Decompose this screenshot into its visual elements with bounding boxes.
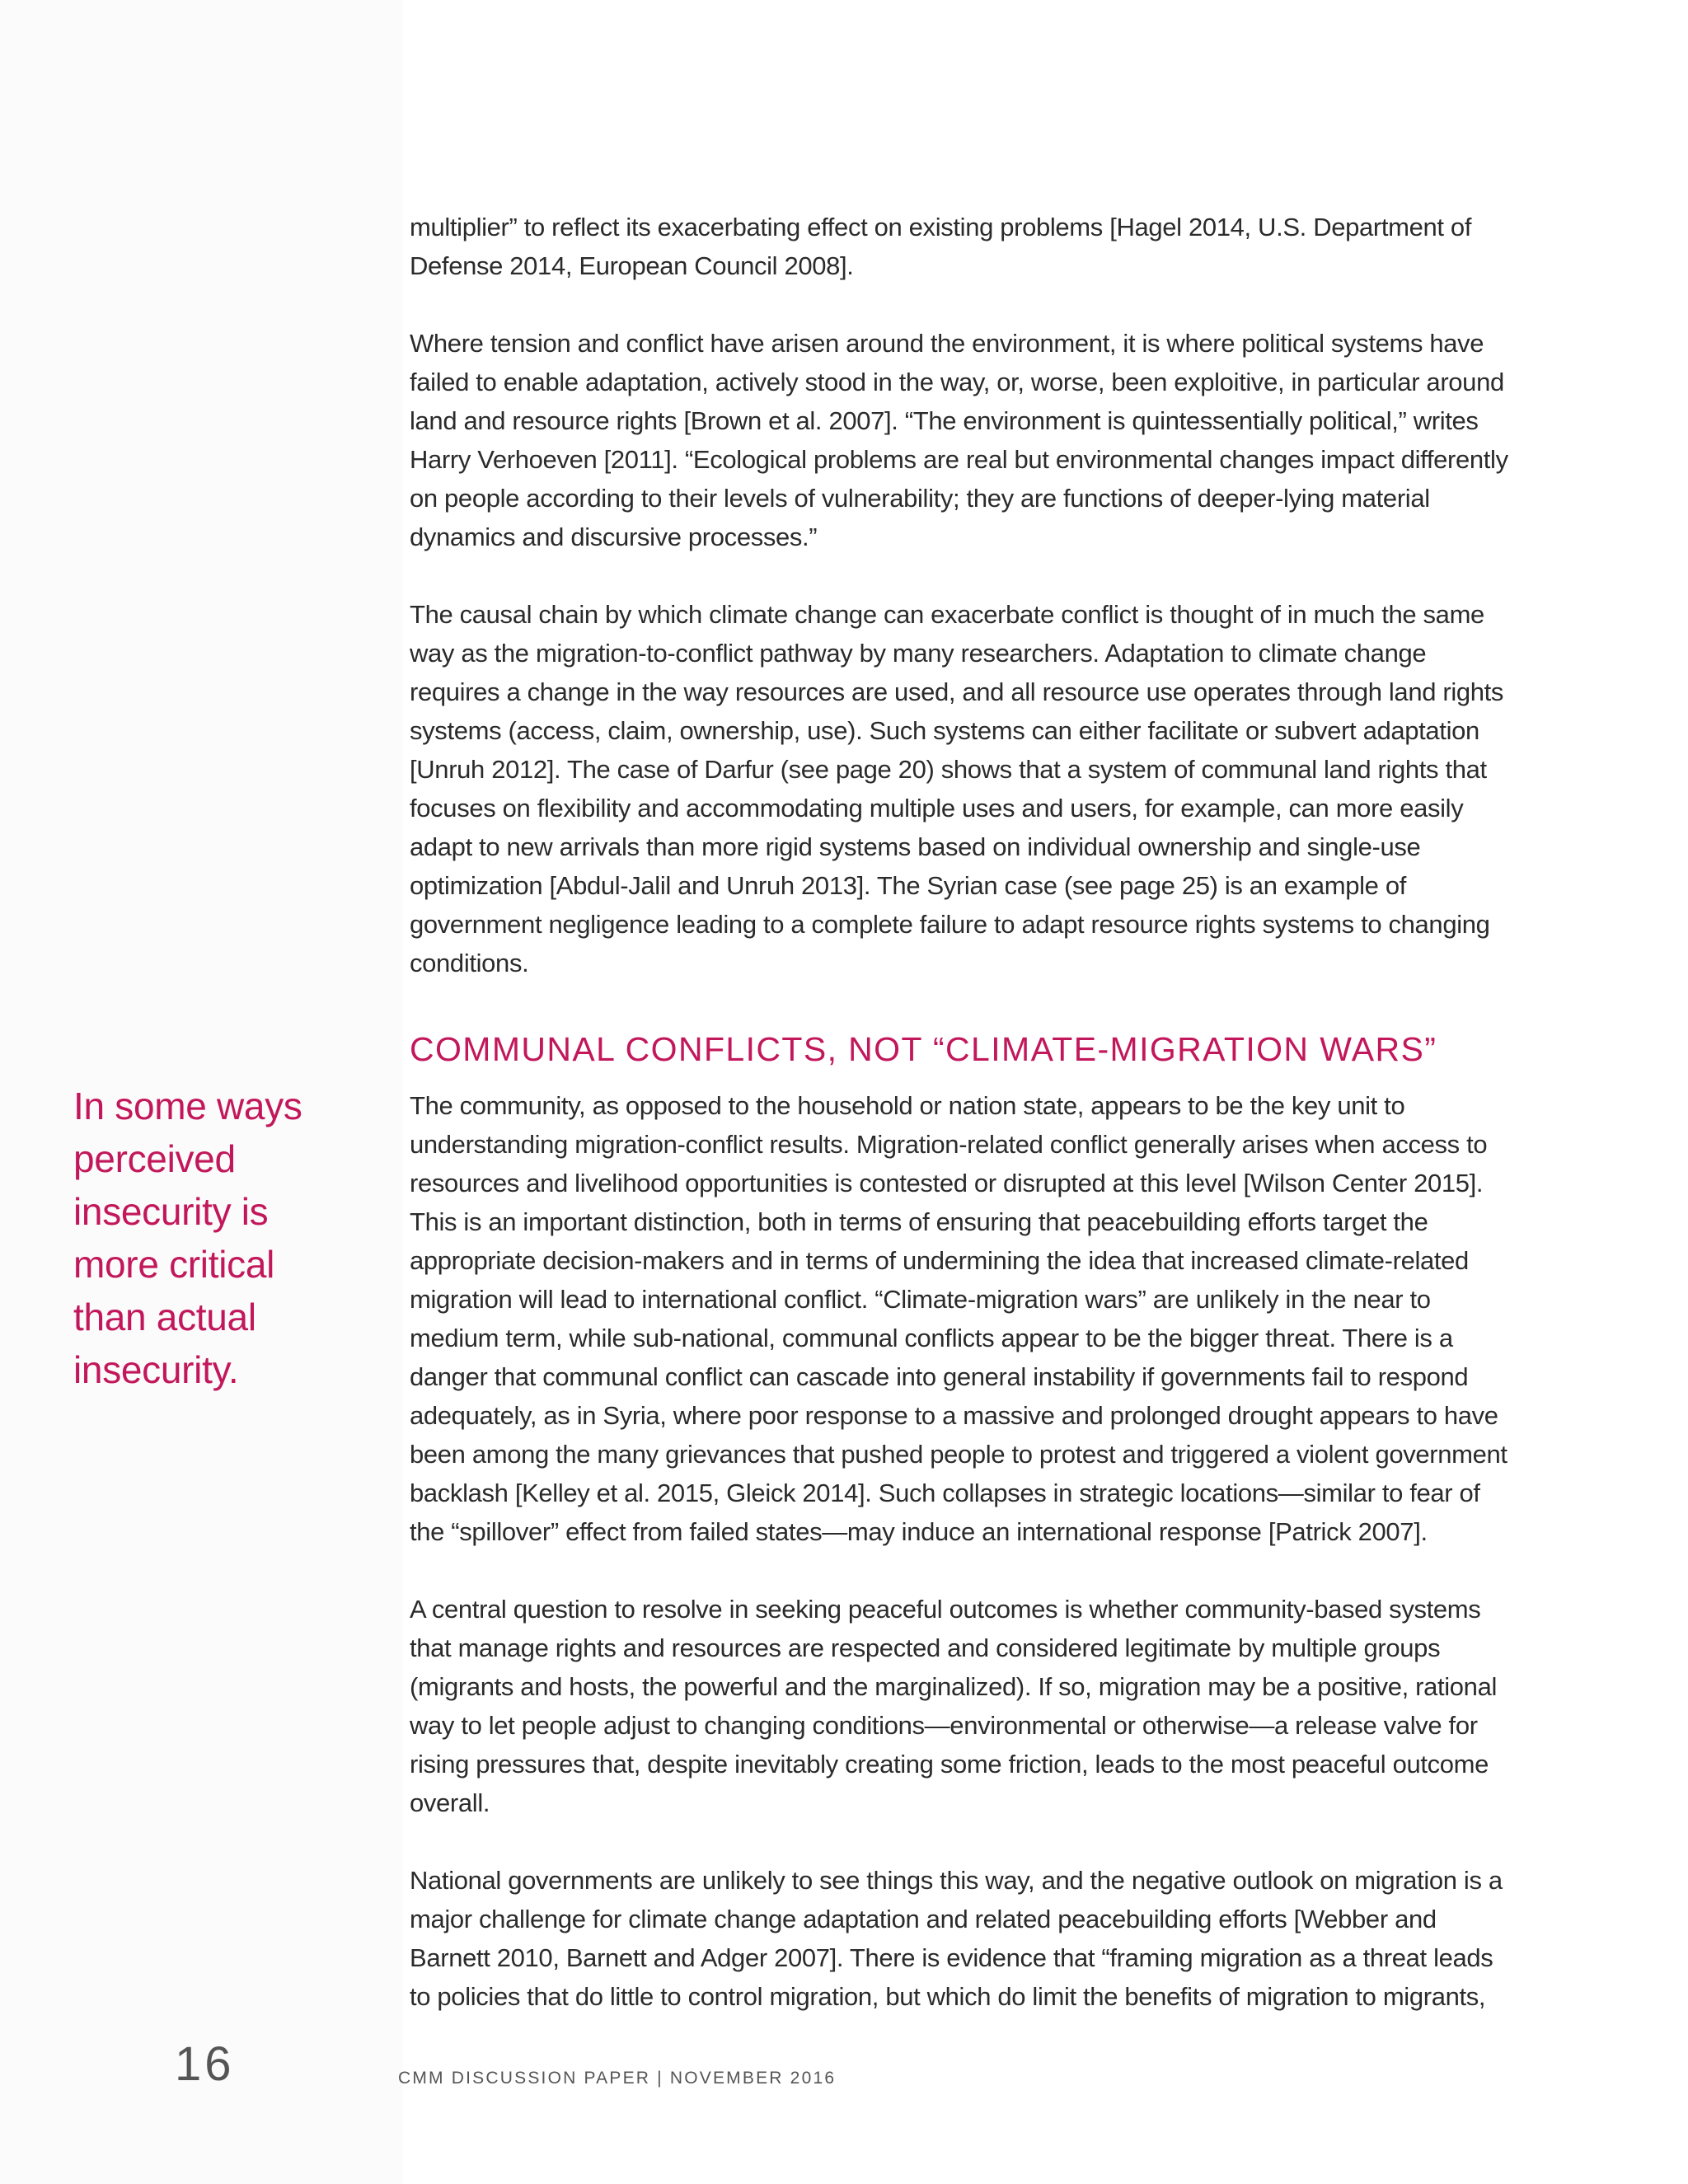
body-paragraph: National governments are unlikely to see things this way, and the negative outlook on migration is a major challenge for climate change adaptation and related peacebuilding efforts [Webber and Barnett 2010, Barnett and Adger 2007]. There is evidence that “framing migration as a threat leads to policies that do little to control migration, but which do limit the benefits of migration to migrants, [410, 1866, 1503, 2011]
page-number: 16 [175, 2037, 235, 2091]
body-paragraph: multiplier” to reflect its exacerbating effect on existing problems [Hagel 2014, U.S. Department of Defense 2014, European Council 2008]. [410, 213, 1472, 280]
body-paragraph: The community, as opposed to the household or nation state, appears to be the key unit to understanding migration-conflict results. Migration-related conflict generally arises when access to resources and livelihood opportunities is contested or disrupted at this level [Wilson Center 2015]. This is an important distinction, both in terms of ensuring that peacebuilding efforts target the appropriate decision-makers and in terms of undermining the idea that increased climate-related migration will lead to international conflict. “Climate-migration wars” are unlikely in the near to medium term, while sub-national, communal conflicts appear to be the bigger threat. There is a danger that communal conflict can cascade into general instability if governments fail to respond adequately, as in Syria, where poor response to a massive and prolonged drought appears to have been among the many grievances that pushed people to protest and triggered a violent government backlash [Kelley et al. 2015, Gleick 2014]. Such collapses in strategic locations—similar to fear of the “spillover” effect from failed states—may induce an international response [Patrick 2007]. [410, 1091, 1507, 1546]
section-heading: COMMUNAL CONFLICTS, NOT “CLIMATE-MIGRATION WARS” [410, 1030, 1437, 1068]
footer-publication-label: CMM DISCUSSION PAPER | NOVEMBER 2016 [398, 2069, 837, 2088]
body-column [410, 208, 1510, 2055]
body-paragraph: Where tension and conflict have arisen around the environment, it is where political systems have failed to enable adaptation, actively stood in the way, or, worse, been exploitive, in particular around land and resource rights [Brown et al. 2007]. “The environment is quintessentially political,” writes Harry Verhoeven [2011]. “Ecological problems are real but environmental changes impact differently on people according to their levels of vulnerability; they are functions of deeper-lying material dynamics and discursive processes.” [410, 329, 1508, 551]
body-paragraph: The causal chain by which climate change can exacerbate conflict is thought of in much the same way as the migration-to-conflict pathway by many researchers. Adaptation to climate change requires a change in the way resources are used, and all resource use operates through land rights systems (access, claim, ownership, use). Such systems can either facilitate or subvert adaptation [Unruh 2012]. The case of Darfur (see page 20) shows that a system of communal land rights that focuses on flexibility and accommodating multiple uses and users, for example, can more easily adapt to new arrivals than more rigid systems based on individual ownership and single-use optimization [Abdul-Jalil and Unruh 2013]. The Syrian case (see page 25) is an example of government negligence leading to a complete failure to adapt resource rights systems to changing conditions. [410, 600, 1504, 977]
pull-quote: In some ways perceived insecurity is more critical than actual insecurity. [73, 1085, 302, 1391]
body-paragraph: A central question to resolve in seeking peaceful outcomes is whether community-based systems that manage rights and resources are respected and considered legitimate by multiple groups (migrants and hosts, the powerful and the marginalized). If so, migration may be a positive, rational way to let people adjust to changing conditions—environmental or otherwise—a release valve for rising pressures that, despite inevitably creating some friction, leads to the most peaceful outcome overall. [410, 1595, 1497, 1817]
